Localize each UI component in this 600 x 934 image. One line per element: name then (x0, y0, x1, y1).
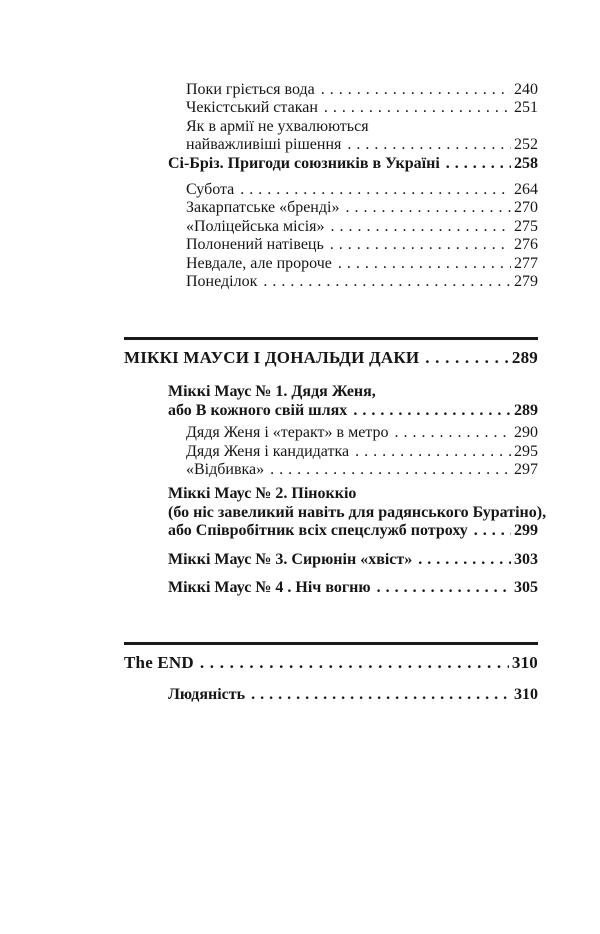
toc-entry (124, 551, 538, 569)
toc-entry-page: 289 (511, 347, 538, 367)
dot-leader (200, 654, 509, 672)
toc-entry-title: Міккі Маус № 1. Дядя Женя, (168, 383, 376, 401)
toc-entry-title: Міккі Маус № 2. Піноккіо (168, 485, 357, 503)
toc-entry-title: Субота (186, 181, 235, 199)
dot-leader (270, 461, 511, 479)
dot-leader (347, 136, 511, 154)
toc-entry-title: Міккі Маус № 3. Сирюнін «хвіст» (168, 550, 413, 568)
toc-entry-page: 303 (514, 550, 538, 568)
toc-entry-title: Дядя Женя і кандидатка (186, 442, 350, 460)
toc-entry-page: 279 (514, 273, 538, 291)
dot-leader (263, 273, 511, 291)
toc-entry-page: 290 (514, 424, 538, 442)
toc-entry-title: The END (124, 652, 194, 672)
toc-entry-title: Понеділок (186, 273, 258, 291)
toc-entry-title: МІККІ МАУСИ І ДОНАЛЬДИ ДАКИ (124, 347, 420, 367)
toc-entry (124, 443, 538, 461)
toc-entry-title: Сі-Бріз. Пригоди союзників в Україні (168, 154, 440, 172)
dot-leader (331, 218, 511, 236)
toc-entry (124, 522, 538, 540)
toc-entry-page: 299 (514, 522, 538, 540)
dot-leader (240, 181, 511, 199)
dot-leader (377, 579, 511, 597)
toc-entry (124, 383, 538, 401)
toc-entry-page: 276 (514, 236, 538, 254)
toc-entry-page: 295 (514, 442, 538, 460)
toc-entry-page: 310 (514, 686, 538, 704)
toc-entry (124, 255, 538, 273)
dot-leader (446, 155, 511, 173)
toc-entry-title: «Відбивка» (186, 461, 265, 478)
toc-entry-title: Закарпатське «бренді» (186, 199, 340, 217)
toc-entry (124, 579, 538, 597)
dot-leader (355, 443, 511, 461)
toc-entry (124, 402, 538, 420)
toc-entry-title: Полонений натівець (186, 236, 324, 254)
dot-leader (425, 349, 509, 367)
toc-entry (124, 236, 538, 254)
toc-entry-page: 297 (514, 461, 538, 478)
toc-entry-title: (бо ніс завеликий навіть для радянського Буратіно), (168, 503, 547, 521)
toc-entry-page: 264 (514, 181, 538, 199)
toc-entry-title: «Поліцейська місія» (186, 217, 325, 235)
toc-entry (124, 81, 538, 99)
toc-entry-title: Чекістський стакан (186, 99, 318, 117)
toc-entry (124, 181, 538, 199)
dot-leader (324, 99, 511, 117)
toc-entry-page: 251 (514, 99, 538, 117)
dot-leader (321, 81, 511, 99)
toc-entry (124, 136, 538, 154)
toc-entry-page: 270 (514, 199, 538, 217)
toc-entry-title: Поки гріється вода (186, 81, 315, 98)
dot-leader (418, 551, 511, 569)
dot-leader (394, 424, 511, 442)
toc-entry (124, 273, 538, 291)
toc-entry-page: 275 (514, 217, 538, 235)
toc-entry (124, 424, 538, 442)
toc-entry-page: 252 (514, 136, 538, 154)
toc-entry-page: 240 (514, 81, 538, 98)
toc-entry (124, 99, 538, 117)
toc-entry-page: 305 (514, 579, 538, 597)
toc-entry (124, 218, 538, 236)
toc-entry-page: 310 (511, 652, 538, 672)
toc-entry (124, 155, 538, 173)
toc-entry (124, 461, 538, 479)
toc-entry-page: 277 (514, 254, 538, 272)
dot-leader (345, 199, 511, 217)
toc-entry (124, 686, 538, 704)
toc-entry (124, 654, 538, 672)
dot-leader (474, 522, 511, 540)
toc-entry-title: Міккі Маус № 4 . Ніч вогню (168, 579, 371, 597)
section-divider (124, 337, 538, 340)
toc-entry-title: або В кожного свій шлях (168, 401, 348, 419)
toc-entry (124, 349, 538, 367)
dot-leader (353, 402, 511, 420)
toc-entry-title: Як в армії не ухвалюються (186, 117, 369, 135)
dot-leader (338, 255, 511, 273)
toc-entry-title: Людяність (168, 686, 246, 704)
toc-entry (124, 199, 538, 217)
toc-entry-title: або Співробітник всіх спецслужб потроху (168, 522, 468, 540)
section-divider (124, 642, 538, 645)
toc-entry (124, 118, 538, 136)
toc-entry-page: 289 (514, 401, 538, 419)
toc-entry-page: 258 (514, 154, 538, 172)
toc-entry (124, 485, 538, 503)
dot-leader (330, 236, 511, 254)
toc-entry-title: Невдале, але пророче (186, 254, 332, 272)
toc-entry-title: найважливіші рішення (186, 136, 342, 154)
toc-entry-title: Дядя Женя і «теракт» в метро (186, 424, 389, 442)
dot-leader (251, 686, 511, 704)
toc-entry (124, 503, 547, 522)
